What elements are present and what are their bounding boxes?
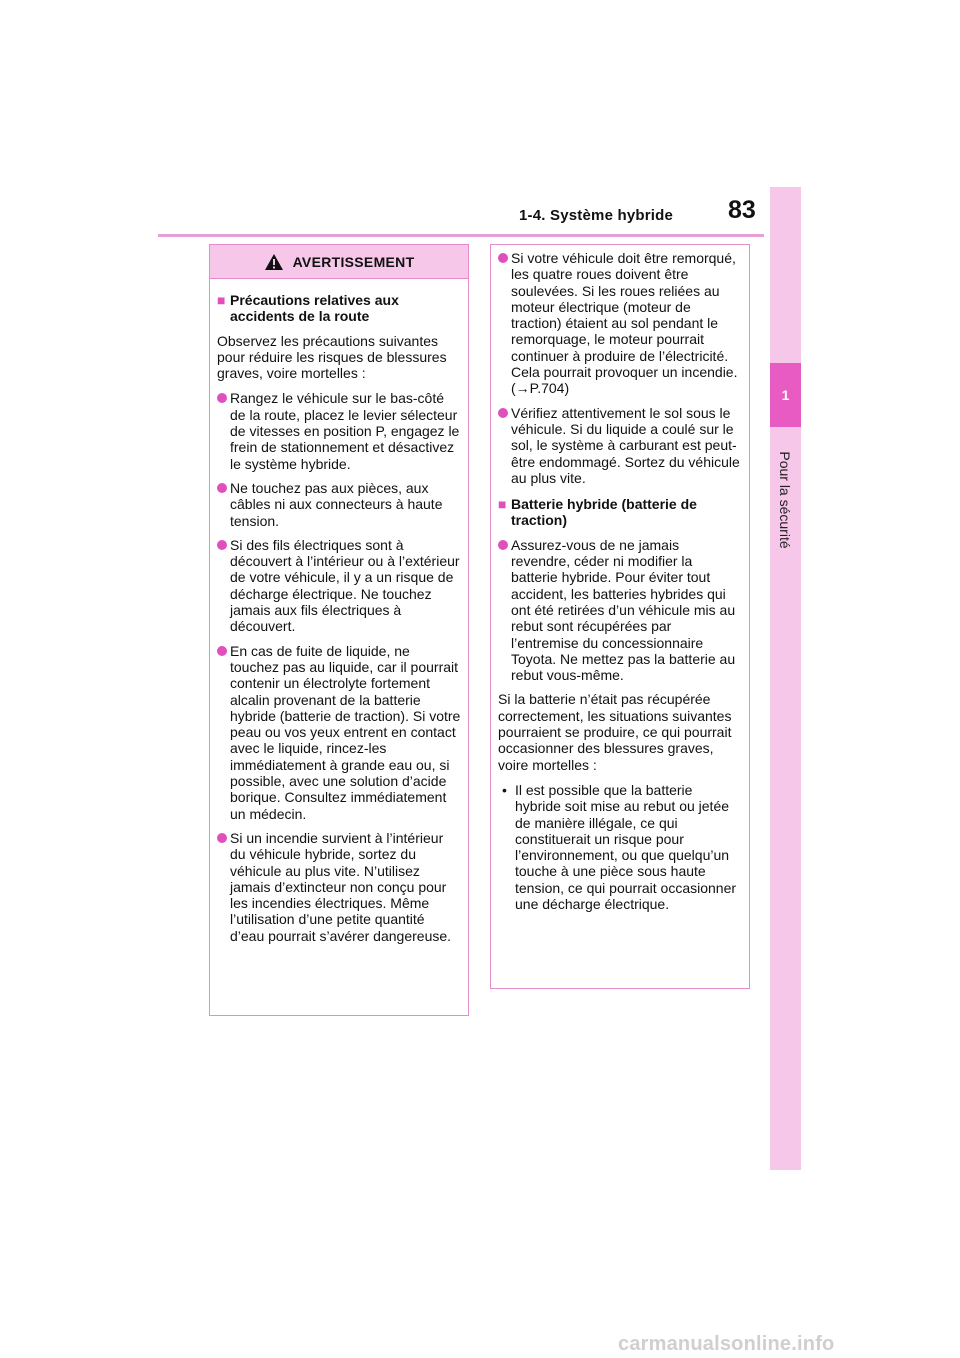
paragraph: Si la batterie n’était pas récupérée correctement, les situations suivantes pourraient se produire, ce qui pourrait occasionner des blessures graves, voire mortelles :: [498, 691, 732, 773]
warning-content-right: [491, 245, 749, 912]
bullet-text: Vérifiez attentivement le sol sous le véhicule. Si du liquide a coulé sur le sol, le système à carburant est peut-être endommagé. Sortez du véhicule au plus vite.: [511, 404, 740, 486]
list-item: [498, 405, 742, 486]
bullet-text: Si un incendie survient à l’intérieur du véhicule hybride, sortez du véhicule au plus vite. N’utilisez jamais d’extincteur non conçu pour les incendies électriques. Même l’utilisation d’une petite quantité d’eau pourrait s’avérer dangereuse.: [230, 829, 452, 944]
sub-bullet-text: Il est possible que la batterie hybride soit mise au rebut ou jetée de manière illégale, ce qui constituerait un risque pour l’environnement, ou que quelqu’un touche à une pièce sous haute tension, ce qui pourrait occasionner une décharge électrique.: [515, 781, 737, 912]
bullet-text: Rangez le véhicule sur le bas-côté de la route, placez le levier sélecteur de vitesses en position P, engagez le frein de stationnement et désactivez le système hybride.: [230, 390, 460, 472]
heading-text: Batterie hybride (batterie de traction): [511, 496, 697, 529]
section-heading: [217, 292, 461, 325]
bullet-text: Ne touchez pas aux pièces, aux câbles ni aux connecteurs à haute tension.: [230, 479, 443, 529]
square-marker-icon: ■: [217, 292, 226, 308]
list-item: [217, 643, 461, 822]
heading-text: Précautions relatives aux accidents de la route: [230, 292, 399, 325]
bullet-text: Si des fils électriques sont à découvert à l’intérieur ou à l’extérieur de votre véhicule, il y a un risque de décharge électrique. Ne touchez jamais aux fils électriques à découvert.: [230, 536, 460, 635]
chapter-number: 1: [770, 363, 801, 427]
chapter-label: Pour la sécurité: [777, 451, 793, 549]
intro-paragraph: Observez les précautions suivantes pour réduire les risques de blessures graves, voire mortelles :: [217, 332, 447, 382]
bullet-text: [511, 250, 742, 397]
warning-box-left: [209, 244, 469, 1016]
bullet-dot-icon: [498, 408, 508, 418]
list-item: [217, 830, 461, 944]
watermark: carmanualsonline.info: [618, 1333, 835, 1355]
arrow-right-icon: →: [515, 380, 530, 397]
warning-triangle-icon: [264, 253, 284, 271]
square-marker-icon: ■: [498, 496, 507, 513]
warning-box-right: [490, 244, 750, 989]
bullet-dot-icon: [217, 833, 227, 843]
warning-title: AVERTISSEMENT: [292, 253, 415, 270]
list-item: [217, 480, 461, 529]
bullet-dot-icon: [498, 540, 508, 550]
bullet-dot-icon: [498, 253, 508, 263]
small-bullet-icon: •: [502, 781, 507, 798]
page-reference-link[interactable]: P.704): [529, 380, 570, 397]
page-number: 83: [728, 196, 756, 224]
bullet-text: Assurez-vous de ne jamais revendre, céder ni modifier la batterie hybride. Pour éviter tout accident, les batteries hybrides qui ont été retirées d’un véhicule mis au rebut sont récupérées par l’entremise du concessionnaire Toyota. Ne mettez pas la batterie au rebut vous-même.: [511, 536, 736, 684]
list-item: [217, 390, 461, 471]
bullet-text: En cas de fuite de liquide, ne touchez pas au liquide, car il pourrait contenir un électrolyte fortement alcalin provenant de la batterie hybride (batterie de traction). Si votre peau ou vos yeux entrent en contact avec le liquide, rincez-les immédiatement à grande eau ou, si possible, avec une solution d’acide borique. Consultez immédiatement un médecin.: [230, 642, 461, 822]
chapter-side-tab: [770, 187, 801, 1170]
bullet-dot-icon: [217, 393, 227, 403]
warning-header: [210, 245, 468, 279]
section-heading: [498, 496, 742, 529]
warning-content-left: [210, 279, 468, 944]
bullet-dot-icon: [217, 540, 227, 550]
bullet-dot-icon: [217, 483, 227, 493]
bullet-dot-icon: [217, 646, 227, 656]
list-item: [217, 537, 461, 635]
tow-text: Si votre véhicule doit être remorqué, les quatre roues doivent être soulevées. Si les roues reliées au moteur électrique (moteur de traction) étaient au sol pendant le remorquage, le moteur pourrait continuer à produire de l’électricité. Cela pourrait provoquer un incendie. (: [511, 250, 738, 397]
list-item: [498, 250, 742, 397]
list-item: [498, 537, 742, 684]
sub-list-item: [498, 782, 742, 912]
header-rule: [158, 234, 764, 237]
section-title: 1-4. Système hybride: [519, 207, 674, 224]
